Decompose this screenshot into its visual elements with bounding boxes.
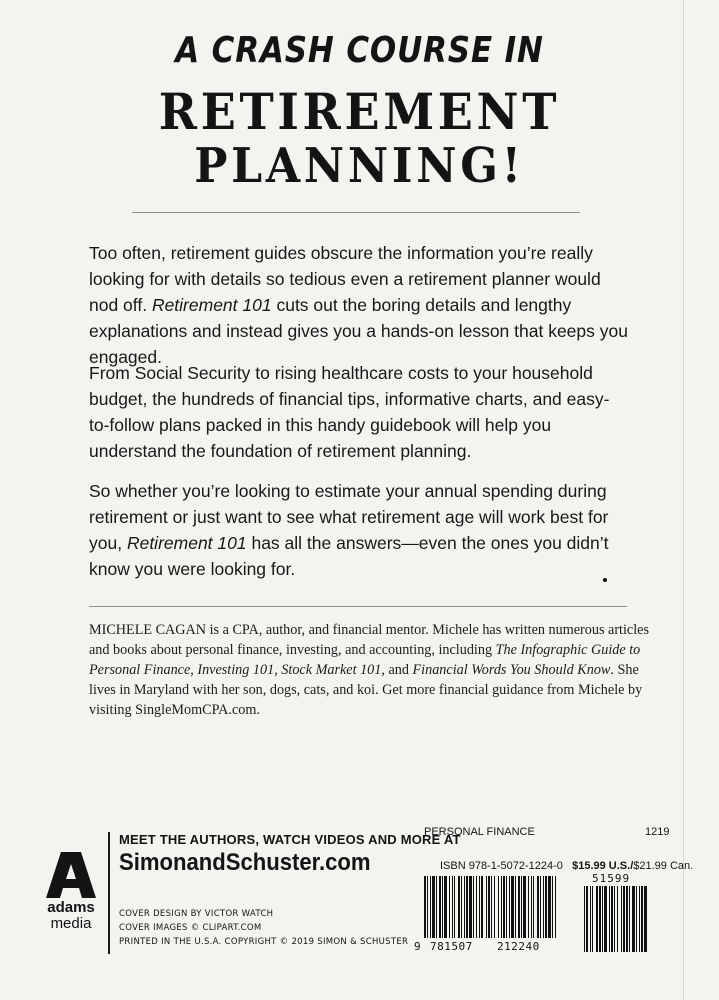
- adams-media-logo: [44, 852, 98, 932]
- blurb-paragraph-3: [89, 478, 629, 582]
- logo-a-icon: [46, 852, 96, 898]
- barcode-digits-left: 781507: [430, 940, 473, 953]
- stray-dot: [603, 578, 607, 582]
- blurb-paragraph-2: From Social Security to rising healthcare costs to your household budget, the hundreds of financial tips, informative charts, and easy-to-follow plans packed in this handy guidebook will help you understand the foundation of retirement planning.: [89, 363, 610, 461]
- credit-images: COVER IMAGES © CLIPART.COM: [119, 923, 262, 933]
- logo-text-adams: adams: [47, 899, 95, 916]
- author-bio: [89, 620, 651, 720]
- headline-line-2: RETIREMENT: [158, 82, 561, 141]
- bio-sep-1: ,: [190, 662, 198, 678]
- isbn-text: ISBN 978-1-5072-1224-0: [440, 860, 563, 872]
- bio-text-2: . She lives in Maryland with her son, dogs, cats, and koi. Get more financial guidance from Michele by visiting SingleMomCPA.com.: [89, 662, 643, 718]
- promo-line-1: MEET THE AUTHORS, WATCH VIDEOS AND MORE AT: [119, 832, 461, 847]
- blurb-p3-text-a: So whether you’re looking to estimate your annual spending during retirement or just want to see what retirement age will work best for you,: [89, 481, 609, 553]
- credit-copyright: PRINTED IN THE U.S.A. COPYRIGHT © 2019 SIMON & SCHUSTER: [119, 937, 409, 947]
- isbn-barcode: [414, 872, 674, 958]
- barcode-price-code: 51599: [592, 872, 631, 885]
- price-us: $15.99 U.S./: [572, 860, 634, 872]
- publisher-promo: [119, 832, 461, 877]
- blurb-p1-book-title: Retirement 101: [151, 295, 272, 315]
- credit-design: COVER DESIGN BY VICTOR WATCH: [119, 909, 274, 919]
- cover-credits: [119, 907, 419, 949]
- bio-book-3: Stock Market 101: [281, 662, 382, 678]
- price-can: $21.99 Can.: [633, 860, 694, 872]
- retail-code: 1219: [645, 826, 670, 838]
- bio-sep-2: ,: [274, 662, 282, 678]
- bio-book-2: Investing 101: [197, 662, 275, 678]
- publisher-divider: [108, 832, 110, 954]
- blurb-p1-text-a: Too often, retirement guides obscure the information you’re really looking for with details so tedious even a retirement planner would nod off.: [89, 243, 601, 315]
- blurb-paragraph-1: [89, 240, 629, 370]
- bio-sep-3: , and: [381, 662, 413, 678]
- book-category: PERSONAL FINANCE: [424, 826, 535, 838]
- headline-line-1: A CRASH COURSE IN: [175, 30, 544, 71]
- top-divider: [132, 212, 580, 213]
- barcode-digit-lead: 9: [414, 940, 421, 953]
- logo-text-media: media: [50, 915, 92, 932]
- bio-book-1: The Infographic Guide to Personal Finance: [89, 642, 641, 678]
- bio-text-1: MICHELE CAGAN is a CPA, author, and financial mentor. Michele has written numerous articles and books about personal finance, investing, and accounting, including: [89, 622, 649, 658]
- bio-book-4: Financial Words You Should Know: [412, 662, 611, 678]
- promo-website: SimonandSchuster.com: [119, 849, 371, 876]
- isbn-price-line: [440, 860, 693, 872]
- barcode-digits-right: 212240: [497, 940, 540, 953]
- blurb-p3-text-b: has all the answers—even the ones you didn’t know you were looking for.: [89, 533, 609, 579]
- blurb-p3-book-title: Retirement 101: [126, 533, 247, 553]
- blurb-p1-text-b: cuts out the boring details and lengthy explanations and instead gives you a hands-on lesson that keeps you engaged.: [89, 295, 628, 367]
- bio-divider: [89, 606, 627, 607]
- headline-line-3: PLANNING!: [194, 138, 525, 194]
